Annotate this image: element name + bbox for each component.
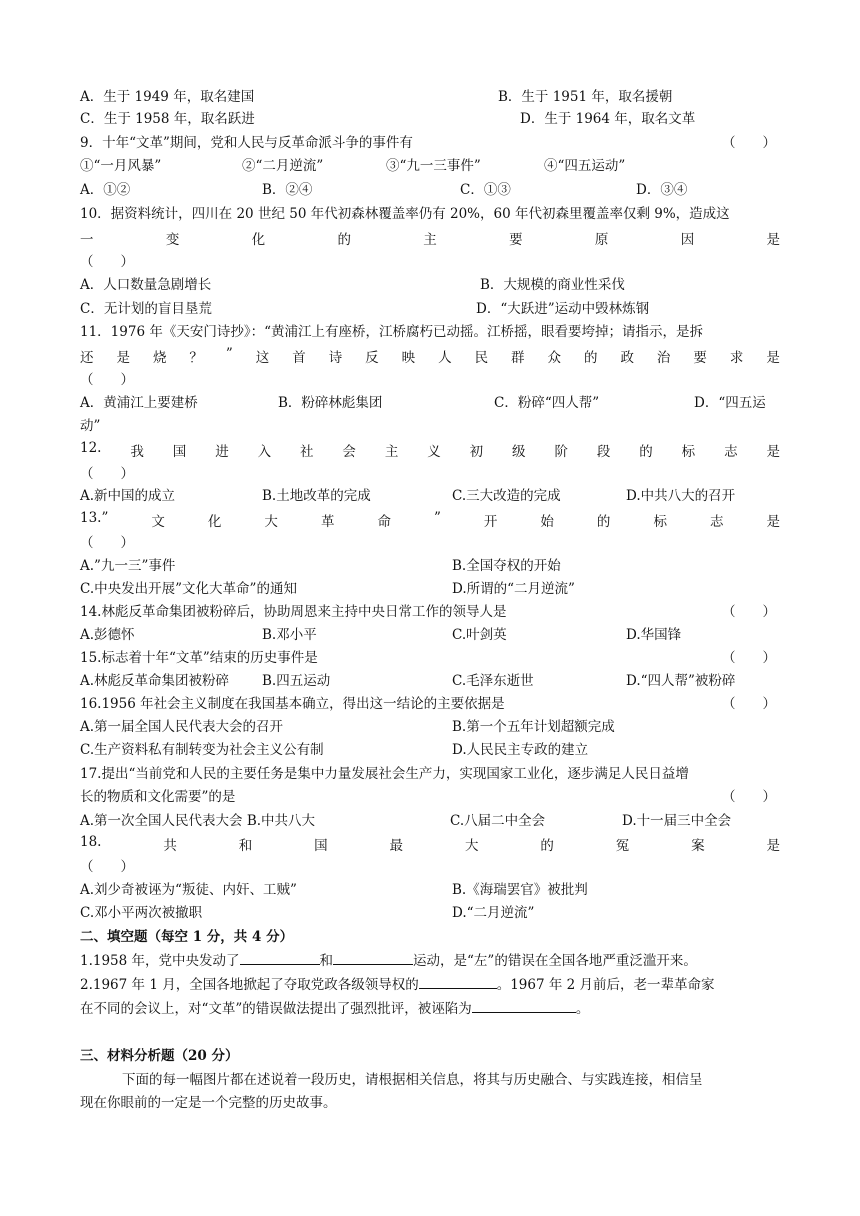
- q16-stem-line: [0, 694, 860, 714]
- section3-intro-line2: [0, 1093, 860, 1113]
- q10-stem-line2: [0, 228, 860, 248]
- fill-q2-blank-2[interactable]: [472, 998, 576, 1013]
- q10-options-row1: [0, 275, 860, 295]
- q16-options-row2: [0, 740, 860, 760]
- q17-stem-cont: 长的物质和文化需要”的是: [80, 789, 236, 805]
- q15-stem-line: [0, 648, 860, 668]
- q15-answer-paren: （ ）: [722, 650, 776, 666]
- q8-option-a: A．生于 1949 年，取名建国: [80, 89, 255, 105]
- q17-stem-line1: [0, 764, 860, 784]
- q10-justified-text: 一 变 化 的 主 要 原 因 是: [80, 232, 780, 248]
- q18-stem-line: [0, 834, 860, 854]
- q9-option-d: D．③④: [636, 182, 688, 198]
- q9-item-1: ①“一月风暴”: [80, 158, 162, 174]
- q12-options: [0, 486, 860, 506]
- q8-option-b: B．生于 1951 年，取名援朝: [498, 89, 673, 105]
- q18-paren-line: [0, 857, 860, 877]
- q11-option-d-wrap: 动”: [80, 418, 101, 434]
- q11-paren-line: [0, 370, 860, 390]
- q9-answer-paren: （ ）: [722, 135, 776, 151]
- q14-stem-line: [0, 602, 860, 622]
- q11-stem-line2: [0, 346, 860, 366]
- q16-option-d: D.人民民主专政的建立: [452, 742, 589, 758]
- fill-q1-blank-2[interactable]: [333, 950, 413, 965]
- q11-option-b: B．粉碎林彪集团: [278, 395, 383, 411]
- q17-option-ab: A.第一次全国人民代表大会 B.中共八大: [80, 813, 316, 829]
- section3-title: 三、材料分析题（20 分）: [80, 1048, 239, 1064]
- fill-q1: 1.1958 年，党中央发动了 和 运动，是“左”的错误在全国各地严重泛滥开来。: [80, 950, 697, 971]
- fill-q1-line: [0, 950, 860, 970]
- q10-answer-paren: （ ）: [80, 254, 134, 270]
- q16-options-row1: [0, 717, 860, 737]
- q11-option-a: A．黄浦江上要建桥: [80, 395, 198, 411]
- q13-option-c: C.中央发出开展”文化大革命”的通知: [80, 581, 297, 597]
- q13-options-row1: [0, 556, 860, 576]
- q12-stem-line: [0, 440, 860, 460]
- q11-option-d: D．“四五运: [694, 395, 766, 411]
- q10-paren-line: [0, 252, 860, 272]
- q15-option-a: A.林彪反革命集团被粉碎: [80, 673, 230, 689]
- q13-option-d: D.所谓的“二月逆流”: [452, 581, 575, 597]
- q16-option-b: B.第一个五年计划超额完成: [452, 719, 615, 735]
- q16-answer-paren: （ ）: [722, 696, 776, 712]
- q13-paren-line: [0, 533, 860, 553]
- section2-title-line: [0, 927, 860, 947]
- q9-items: [0, 156, 860, 176]
- q12-option-d: D.中共八大的召开: [626, 488, 736, 504]
- q13-option-b: B.全国夺权的开始: [452, 558, 561, 574]
- fill-q2-blank-1[interactable]: [419, 974, 497, 989]
- section3-intro: 下面的每一幅图片都在述说着一段历史，请根据相关信息，将其与历史融合、与实践连接，相信呈: [122, 1072, 703, 1088]
- q18-justified-text: 18. 共 和 国 最 大 的 冤 案 是: [80, 834, 780, 854]
- q16-option-c: C.生产资料私有制转变为社会主义公有制: [80, 742, 324, 758]
- q12-option-b: B.土地改革的完成: [262, 488, 371, 504]
- q13-option-a: A.”九一三”事件: [80, 558, 176, 574]
- q12-justified-text: 12. 我 国 进 入 社 会 主 义 初 级 阶 段 的 标 志 是: [80, 440, 780, 460]
- q14-option-b: B.邓小平: [262, 627, 317, 643]
- q17-options: [0, 811, 860, 831]
- q13-answer-paren: （ ）: [80, 535, 134, 551]
- q13-options-row2: [0, 579, 860, 599]
- q9-item-3: ③“九一三事件”: [386, 158, 481, 174]
- q18-option-c: C.邓小平两次被撤职: [80, 905, 203, 921]
- q18-option-a: A.刘少奇被诬为“叛徒、内奸、工贼”: [80, 882, 297, 898]
- q11-answer-paren: （ ）: [80, 372, 134, 388]
- q16-option-a: A.第一届全国人民代表大会的召开: [80, 719, 284, 735]
- q11-option-c: C．粉碎“四人帮”: [494, 395, 600, 411]
- q18-answer-paren: （ ）: [80, 859, 134, 875]
- section2-title: 二、填空题（每空 1 分，共 4 分）: [80, 929, 294, 945]
- q13-justified-text: 13.” 文 化 大 革 命 ” 开 始 的 标 志 是: [80, 510, 780, 530]
- q9-option-c: C．①③: [460, 182, 511, 198]
- q12-paren-line: [0, 464, 860, 484]
- q17-option-d: D.十一届三中全会: [622, 813, 732, 829]
- q18-options-row2: [0, 903, 860, 923]
- q12-option-a: A.新中国的成立: [80, 488, 176, 504]
- q10-option-d: D．“大跃进”运动中毁林炼钢: [476, 301, 650, 317]
- q9-stem-line: [0, 133, 860, 153]
- q17-stem: 17.提出“当前党和人民的主要任务是集中力量发展社会生产力，实现国家工业化，逐步满足人民日益增: [80, 766, 689, 782]
- q10-option-b: B．大规模的商业性采伐: [480, 277, 625, 293]
- q13-stem-line: [0, 510, 860, 530]
- q8-options-row1: [0, 87, 860, 107]
- q8-option-c: C．生于 1958 年，取名跃进: [80, 111, 255, 127]
- section3-title-line: [0, 1046, 860, 1066]
- section3-intro-line1: [0, 1070, 860, 1090]
- q14-options: [0, 625, 860, 645]
- q18-option-b: B.《海瑞罢官》被批判: [452, 882, 588, 898]
- q17-option-c: C.八届二中全会: [450, 813, 546, 829]
- q18-option-d: D.“二月逆流”: [452, 905, 535, 921]
- q14-stem: 14.林彪反革命集团被粉碎后，协助周恩来主持中央日常工作的领导人是: [80, 604, 507, 620]
- q9-item-4: ④“四五运动”: [544, 158, 626, 174]
- q11-options: [0, 393, 860, 413]
- q9-option-b: B．②④: [262, 182, 313, 198]
- q12-option-c: C.三大改造的完成: [452, 488, 561, 504]
- q18-options-row1: [0, 880, 860, 900]
- fill-q1-blank-1[interactable]: [240, 950, 320, 965]
- q12-answer-paren: （ ）: [80, 466, 134, 482]
- q17-answer-paren: （ ）: [722, 789, 776, 805]
- q10-option-c: C．无计划的盲目垦荒: [80, 301, 212, 317]
- q11-stem-line1: [0, 322, 860, 342]
- fill-q2-line1: [0, 974, 860, 994]
- q14-answer-paren: （ ）: [722, 604, 776, 620]
- q11-stem: 11．1976 年《天安门诗抄》：“黄浦江上有座桥，江桥腐朽已动摇。江桥摇，眼看要垮掉；请指示，是拆: [80, 324, 703, 340]
- fill-q2: 2.1967 年 1 月，全国各地掀起了夺取党政各级领导权的 。1967 年 2 月前后，老一辈革命家: [80, 974, 715, 995]
- q9-option-a: A．①②: [80, 182, 131, 198]
- q17-stem-line2: [0, 787, 860, 807]
- q15-stem: 15.标志着十年“文革”结束的历史事件是: [80, 650, 318, 666]
- q10-option-a: A．人口数量急剧增长: [80, 277, 212, 293]
- q16-stem: 16.1956 年社会主义制度在我国基本确立，得出这一结论的主要依据是: [80, 696, 505, 712]
- section3-intro-cont: 现在你眼前的一定是一个完整的历史故事。: [80, 1095, 337, 1111]
- q9-item-2: ②“二月逆流”: [242, 158, 324, 174]
- q10-options-row2: [0, 299, 860, 319]
- q14-option-a: A.彭德怀: [80, 627, 135, 643]
- q14-option-d: D.华国锋: [626, 627, 682, 643]
- fill-q2-cont: 在不同的会议上，对“文革”的错误做法提出了强烈批评，被诬陷为 。: [80, 998, 589, 1019]
- q15-option-c: C.毛泽东逝世: [452, 673, 534, 689]
- q10-stem: 10．据资料统计，四川在 20 世纪 50 年代初森林覆盖率仍有 20%，60 年代初森里覆盖率仅剩 9%，造成这: [80, 206, 730, 222]
- q15-options: [0, 671, 860, 691]
- q9-options: [0, 180, 860, 200]
- q8-option-d: D．生于 1964 年，取名文革: [520, 111, 696, 127]
- q11-justified-text: 还 是 烧 ？ ” 这 首 诗 反 映 人 民 群 众 的 政 治 要 求 是: [80, 346, 780, 366]
- q11-option-d-wrap-line: [0, 416, 860, 436]
- q15-option-d: D.“四人帮”被粉碎: [626, 673, 736, 689]
- q10-stem-line1: [0, 204, 860, 224]
- fill-q2-line2: [0, 998, 860, 1018]
- q15-option-b: B.四五运动: [262, 673, 331, 689]
- q8-options-row2: [0, 109, 860, 129]
- q9-stem: 9．十年“文革”期间，党和人民与反革命派斗争的事件有: [80, 135, 413, 151]
- q14-option-c: C.叶剑英: [452, 627, 507, 643]
